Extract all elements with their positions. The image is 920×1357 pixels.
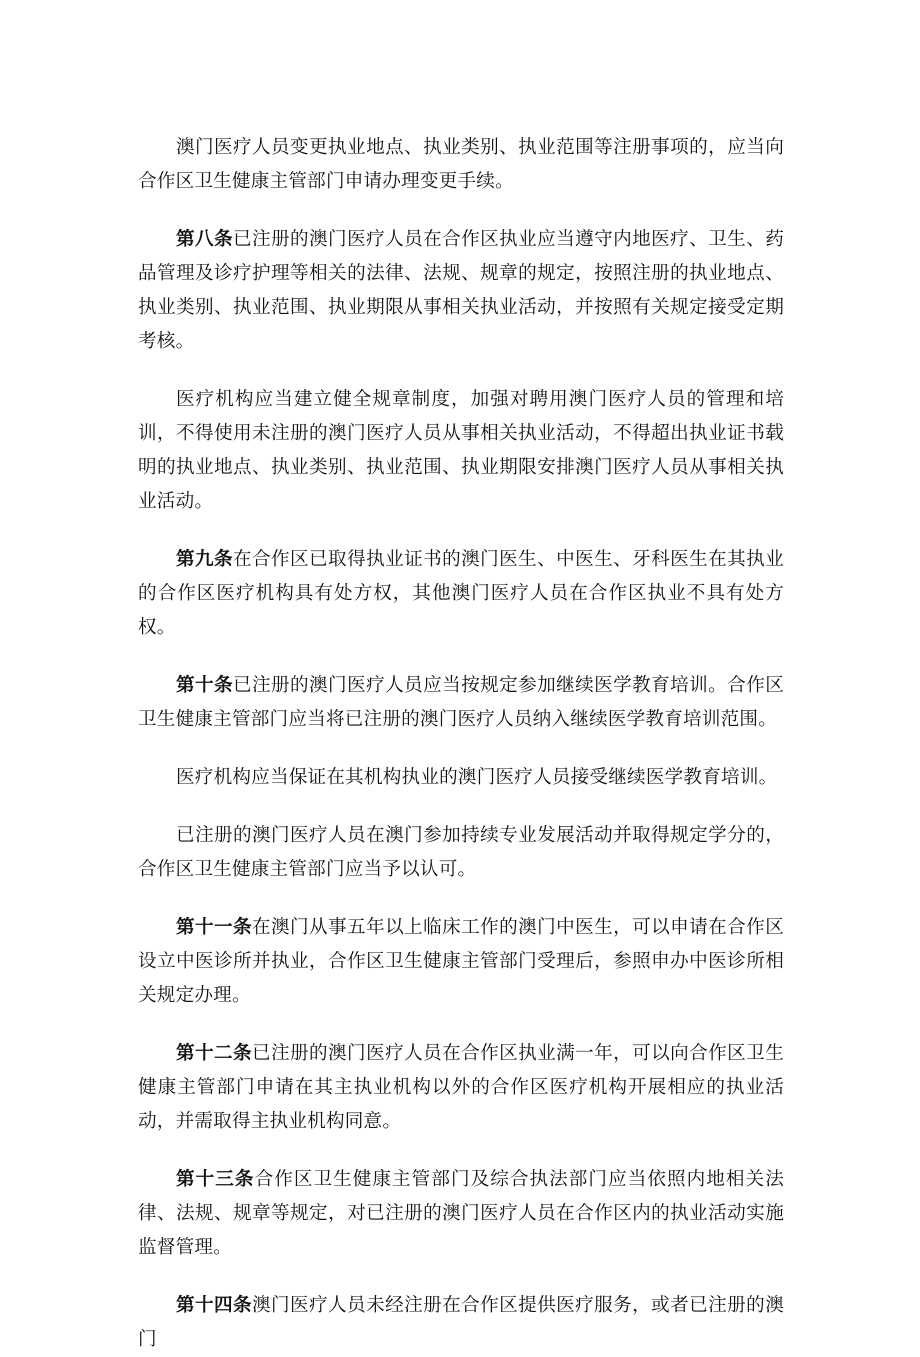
paragraph-text: 澳门医疗人员未经注册在合作区提供医疗服务，或者已注册的澳门 — [138, 1294, 784, 1350]
paragraph-article-13 — [138, 1163, 784, 1265]
paragraph-6 — [138, 761, 784, 795]
paragraph-text: 已注册的澳门医疗人员在澳门参加持续专业发展活动并取得规定学分的，合作区卫生健康主管部门应当予以认可。 — [138, 824, 784, 880]
paragraph-3 — [138, 383, 784, 519]
paragraph-text: 在澳门从事五年以上临床工作的澳门中医生，可以申请在合作区设立中医诊所并执业，合作区卫生健康主管部门受理后，参照申办中医诊所相关规定办理。 — [138, 916, 784, 1006]
paragraph-article-10 — [138, 669, 784, 737]
article-number: 第九条 — [176, 548, 234, 570]
paragraph-text: 澳门医疗人员变更执业地点、执业类别、执业范围等注册事项的，应当向合作区卫生健康主管部门申请办理变更手续。 — [138, 136, 784, 192]
article-number: 第十四条 — [176, 1294, 253, 1316]
paragraph-7 — [138, 819, 784, 887]
article-number: 第十一条 — [176, 916, 253, 938]
paragraph-article-14 — [138, 1289, 784, 1357]
paragraph-text: 医疗机构应当建立健全规章制度，加强对聘用澳门医疗人员的管理和培训，不得使用未注册的澳门医疗人员从事相关执业活动，不得超出执业证书载明的执业地点、执业类别、执业范围、执业期限安排澳门医疗人员从事相关执业活动。 — [138, 388, 784, 512]
paragraph-1 — [138, 131, 784, 199]
article-number: 第八条 — [176, 228, 234, 250]
paragraph-article-9 — [138, 543, 784, 645]
paragraph-text: 医疗机构应当保证在其机构执业的澳门医疗人员接受继续医学教育培训。 — [176, 766, 778, 788]
paragraph-text: 在合作区已取得执业证书的澳门医生、中医生、牙科医生在其执业的合作区医疗机构具有处方权，其他澳门医疗人员在合作区执业不具有处方权。 — [138, 548, 784, 638]
article-number: 第十条 — [176, 674, 234, 696]
article-number: 第十二条 — [176, 1042, 253, 1064]
paragraph-text: 已注册的澳门医疗人员应当按规定参加继续医学教育培训。合作区卫生健康主管部门应当将已注册的澳门医疗人员纳入继续医学教育培训范围。 — [138, 674, 784, 730]
paragraph-text: 合作区卫生健康主管部门及综合执法部门应当依照内地相关法律、法规、规章等规定，对已注册的澳门医疗人员在合作区内的执业活动实施监督管理。 — [138, 1168, 784, 1258]
paragraph-article-12 — [138, 1037, 784, 1139]
article-number: 第十三条 — [176, 1168, 255, 1190]
paragraph-article-8 — [138, 223, 784, 359]
paragraph-article-11 — [138, 911, 784, 1013]
paragraph-text: 已注册的澳门医疗人员在合作区执业满一年，可以向合作区卫生健康主管部门申请在其主执业机构以外的合作区医疗机构开展相应的执业活动，并需取得主执业机构同意。 — [138, 1042, 784, 1132]
paragraph-text: 已注册的澳门医疗人员在合作区执业应当遵守内地医疗、卫生、药品管理及诊疗护理等相关的法律、法规、规章的规定，按照注册的执业地点、执业类别、执业范围、执业期限从事相关执业活动，并按照有关规定接受定期考核。 — [138, 228, 784, 352]
